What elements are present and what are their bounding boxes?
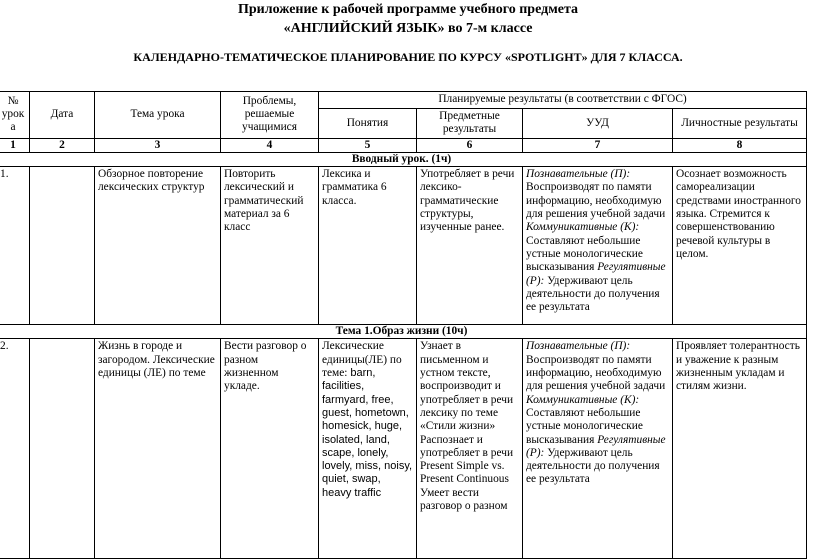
header-num: № урок а [0,92,30,139]
lesson-problem: Вести разговор о разном жизненном укладе. [221,339,319,559]
header-subject-results: Предметные результаты [417,109,523,139]
lesson-concepts [319,339,417,559]
header-planned-results: Планируемые результаты (в соответствии с ФГОС) [319,92,807,109]
lesson-subject-results: Узнает в письменном и устном тексте, воспроизводит и употребляет в речи лексику по теме «Стили жизни» Распознает и употребляет в речи Present Simple vs. Present Continuous Умеет вести разговор о разном [417,339,523,559]
section-title: Тема 1.Образ жизни (10ч) [0,325,807,339]
section-row [0,325,807,339]
lesson-subject-results: Употребляет в речи лексико-грамматические структуры, изученные ранее. [417,167,523,325]
col-number: 5 [319,138,417,152]
header-problems: Проблемы, решаемые учащимися [221,92,319,139]
uud-regulatory-label: Регулятивные (Р): [526,433,666,459]
uud-regulatory-text: Удерживают цель деятельности до получения ее результата [526,274,660,314]
lesson-topic: Жизнь в городе и загородом. Лексические единицы (ЛЕ) по теме [95,339,221,559]
uud-communicative-text: Составляют небольшие устные монологические высказывания [526,406,643,446]
uud-cognitive-label: Познавательные (П): [526,340,631,353]
uud-cognitive-label: Познавательные (П): [526,168,631,181]
planning-table [0,91,807,559]
lesson-problem: Повторить лексический и грамматический материал за 6 класс [221,167,319,325]
header-row [0,92,807,109]
section-row [0,152,807,166]
header-uud: УУД [523,109,673,139]
header-concepts: Понятия [319,109,417,139]
header-line-1: Приложение к рабочей программе учебного предмета [238,2,578,17]
document-title: КАЛЕНДАРНО-ТЕМАТИЧЕСКОЕ ПЛАНИРОВАНИЕ ПО КУРСУ «SPOTLIGHT» ДЛЯ 7 КЛАССА. [133,50,683,64]
lesson-personal-results: Проявляет толерантность и уважение к разным жизненным укладам и стилям жизни. [673,339,807,559]
col-number: 8 [673,138,807,152]
lesson-uud [523,167,673,325]
uud-communicative-label: Коммуникативные (К): [526,221,640,234]
uud-cognitive-text: Воспроизводят по памяти информацию, необходимую для решения учебной задачи [526,353,666,393]
uud-communicative-label: Коммуникативные (К): [526,393,640,406]
lesson-date [30,167,95,325]
col-number: 6 [417,138,523,152]
concepts-intro: Лексические единицы(ЛЕ) по теме: [322,340,402,380]
lesson-uud [523,339,673,559]
table-row [0,339,807,559]
table-row [0,167,807,325]
lesson-date [30,339,95,559]
vocabulary-list: barn, facilities, farmyard, free, guest, hometown, homesick, huge, isolated, land, scape, lonely, lovely, miss, noisy, quiet, swap, heavy traffic [322,367,413,499]
uud-cognitive-text: Воспроизводят по памяти информацию, необходимую для решения учебной задачи [526,181,666,221]
col-number: 4 [221,138,319,152]
section-title: Вводный урок. (1ч) [0,152,807,166]
uud-communicative-text: Составляют небольшие устные монологические высказывания [526,234,643,274]
uud-regulatory-label: Регулятивные (Р): [526,261,666,287]
lesson-personal-results: Осознает возможность самореализации средствами иностранного языка. Стремится к совершенствованию речевой культуры в целом. [673,167,807,325]
header-topic: Тема урока [95,92,221,139]
col-number: 2 [30,138,95,152]
col-number: 7 [523,138,673,152]
lesson-number: 1. [0,167,30,325]
lesson-concepts: Лексика и грамматика 6 класса. [319,167,417,325]
header-line-2: «АНГЛИЙСКИЙ ЯЗЫК» во 7-м классе [283,21,533,36]
uud-regulatory-text: Удерживают цель деятельности до получения ее результата [526,446,660,486]
lesson-number: 2. [0,339,30,559]
header-date: Дата [30,92,95,139]
column-number-row [0,138,807,152]
col-number: 3 [95,138,221,152]
lesson-topic: Обзорное повторение лексических структур [95,167,221,325]
header-personal-results: Личностные результаты [673,109,807,139]
col-number: 1 [0,138,30,152]
